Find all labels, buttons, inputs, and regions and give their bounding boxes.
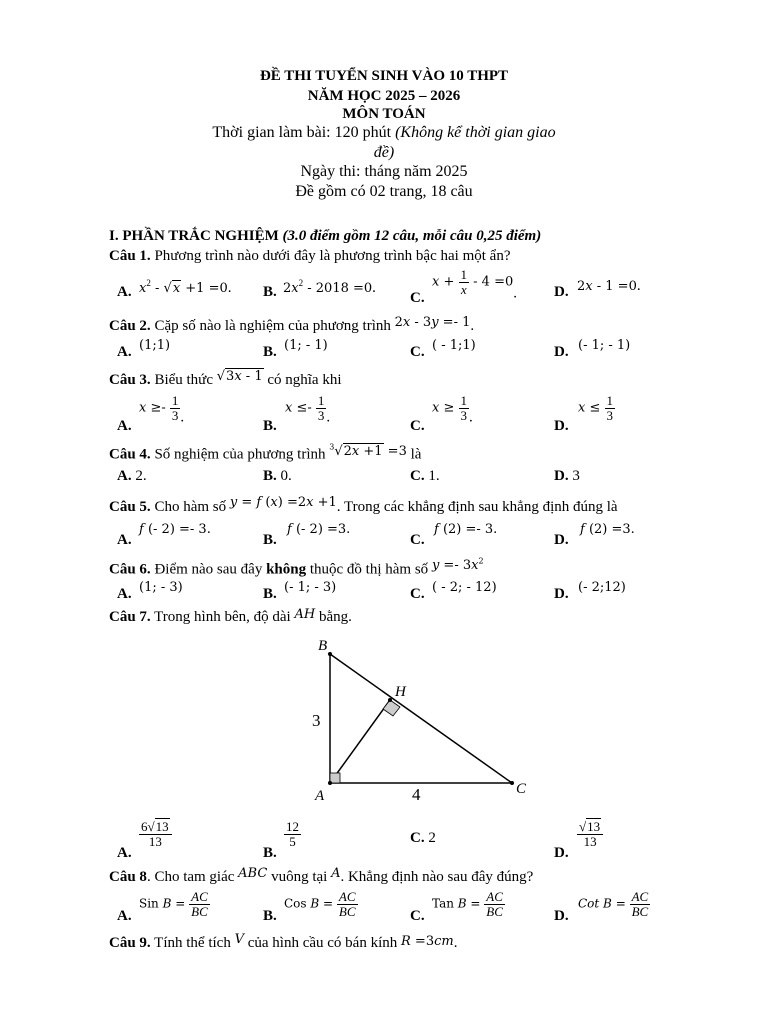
q8-c-expr: Tan B = $\frac{AC}{BC}$ <box>432 889 503 919</box>
label-ab-length: 3 <box>312 711 321 730</box>
q3-d-expr: x ≤ $\frac{1}{3}$ <box>578 393 614 423</box>
q2-b-expr: (1; - 1) <box>284 338 328 353</box>
right-angle-a <box>330 773 340 783</box>
q8-option-b: B. <box>263 908 277 924</box>
q2-a-expr: (1;1) <box>139 338 171 353</box>
q2-c-expr: ( - 1;1) <box>432 338 476 353</box>
q3-option-b: B. <box>263 418 277 434</box>
exam-pages: Đề gồm có 02 trang, 18 câu <box>295 183 473 200</box>
label-b: B <box>318 638 328 654</box>
subject: MÔN TOÁN <box>342 106 426 122</box>
q3-c-expr: x ≥ $\frac{1}{3}$ . <box>432 393 473 426</box>
q8-option-a: A. <box>117 908 132 924</box>
label-a: A <box>315 788 325 804</box>
segment-ah <box>330 700 390 783</box>
q8-option-c: C. <box>410 908 425 924</box>
label-ac-length: 4 <box>412 785 421 804</box>
q5-option-c: C. <box>410 532 425 548</box>
question-3: Câu 3. Biểu thức √3x - 1 có nghĩa khi <box>109 369 342 388</box>
q5-c-expr: f (2) =- 3. <box>434 522 498 537</box>
q8-a-expr: Sin B = $\frac{AC}{BC}$ <box>139 889 208 919</box>
q2-option-c: C. <box>410 344 425 360</box>
q7-d-expr: $\frac{√13}{13}$ <box>577 820 603 848</box>
q8-b-expr: Cos B = $\frac{AC}{BC}$ <box>284 889 356 919</box>
q6-b-expr: (- 1; - 3) <box>284 580 337 595</box>
q5-option-b: B. <box>263 532 277 548</box>
section-heading: I. PHẦN TRẮC NGHIỆM (3.0 điểm gồm 12 câu, mỗi câu 0,25 điểm) <box>109 228 542 244</box>
exam-date: Ngày thi: tháng năm 2025 <box>300 163 468 180</box>
question-9: Câu 9. Tính thể tích V của hình cầu có bán kính R =3cm. <box>109 932 458 951</box>
question-5: Câu 5. Cho hàm số y = f (x) =2x +1. Trong các khẳng định sau khẳng định đúng là <box>109 495 618 515</box>
q2-option-b: B. <box>263 344 277 360</box>
question-7: Câu 7. Trong hình bên, độ dài AH bằng. <box>109 607 352 625</box>
q8-option-d: D. <box>554 908 569 924</box>
exam-title: ĐỀ THI TUYỂN SINH VÀO 10 THPT <box>259 68 509 84</box>
q1-a-expr: $x^2 - √x +1 =0$. <box>139 278 232 296</box>
q5-d-expr: f (2) =3. <box>580 522 635 537</box>
q1-option-d: D. <box>554 284 569 300</box>
q7-option-d: D. <box>554 845 569 861</box>
q3-b-expr: x ≤- $\frac{1}{3}$ . <box>285 393 331 426</box>
q1-c-expr: x + $\frac{1}{x}$ - 4 =0. <box>432 267 517 302</box>
q5-option-d: D. <box>554 532 569 548</box>
time-line: Thời gian làm bài: 120 phút (Không kể thời gian giao <box>212 124 556 141</box>
school-year: NĂM HỌC 2025 – 2026 <box>307 88 461 104</box>
question-8: Câu 8. Cho tam giác ABC vuông tại A. Khẳng định nào sau đây đúng? <box>109 866 534 885</box>
q5-a-expr: f (- 2) =- 3. <box>139 522 211 537</box>
segment-bc <box>330 654 512 783</box>
q6-c-expr: ( - 2; - 12) <box>432 580 497 595</box>
q2-d-expr: (- 1; - 1) <box>578 338 631 353</box>
q5-option-a: A. <box>117 532 132 548</box>
q6-option-c: C. <box>410 586 425 602</box>
q2-option-d: D. <box>554 344 569 360</box>
q8-d-expr: Cot B = $\frac{AC}{BC}$ <box>578 889 649 919</box>
q2-option-a: A. <box>117 344 132 360</box>
question-4: Câu 4. Số nghiệm của phương trình $^3$√2x +1 =3 là <box>109 443 422 463</box>
q6-option-b: B. <box>263 586 277 602</box>
q1-d-expr: 2x - 1 =0. <box>577 278 641 294</box>
q4-option-b: B. 0. <box>263 468 292 484</box>
q1-b-expr: $2x^2 - 2018 =0$. <box>283 278 376 296</box>
q6-d-expr: (- 2;12) <box>578 580 626 595</box>
q7-b-expr: $\frac{12}{5}$ <box>286 819 299 849</box>
q1-option-c: C. <box>410 290 425 306</box>
q6-option-a: A. <box>117 586 132 602</box>
label-c: C <box>516 781 527 797</box>
q7-a-expr: $\frac{6√13}{13}$ <box>139 820 172 848</box>
q4-option-a: A. 2. <box>117 468 147 484</box>
q1-option-a: A. <box>117 284 132 300</box>
time-note-cont: đề) <box>373 144 395 161</box>
q6-a-expr: (1; - 3) <box>139 580 183 595</box>
q5-b-expr: f (- 2) =3. <box>287 522 351 537</box>
q4-option-d: D. 3 <box>554 468 580 484</box>
q7-option-b: B. <box>263 845 277 861</box>
triangle-figure <box>300 630 540 810</box>
question-1: Câu 1. Phương trình nào dưới đây là phương trình bậc hai một ẩn? <box>109 248 511 264</box>
question-6: Câu 6. Điểm nào sau đây không thuộc đồ thị hàm số $y =- 3x^2$ <box>109 557 484 578</box>
question-2: Câu 2. Cặp số nào là nghiệm của phương trình 2x - 3y =- 1. <box>109 315 475 334</box>
q6-option-d: D. <box>554 586 569 602</box>
q7-option-c: C. 2 <box>410 830 436 846</box>
q1-option-b: B. <box>263 284 277 300</box>
q4-option-c: C. 1. <box>410 468 440 484</box>
q7-option-a: A. <box>117 845 132 861</box>
label-h: H <box>395 684 406 700</box>
q3-option-c: C. <box>410 418 425 434</box>
q3-a-expr: x ≥- $\frac{1}{3}$ . <box>139 393 185 426</box>
q3-option-d: D. <box>554 418 569 434</box>
q3-option-a: A. <box>117 418 132 434</box>
